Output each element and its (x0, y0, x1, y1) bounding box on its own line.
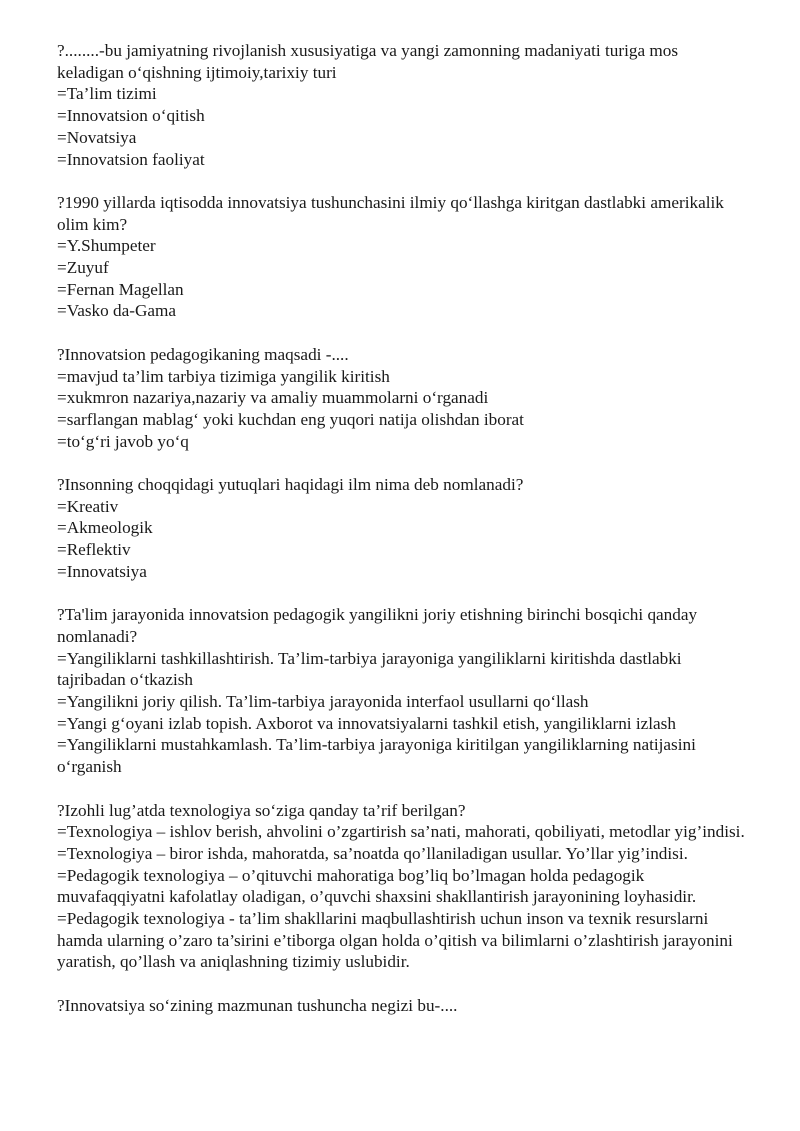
answer-option: =Yangi g‘oyani izlab topish. Axborot va innovatsiyalarni tashkil etish, yangiliklarni izlash (57, 713, 676, 733)
answer-option: =Innovatsion o‘qitish (57, 106, 205, 126)
answer-option: =Innovatsiya (57, 561, 147, 581)
question-block-6 (57, 800, 747, 974)
answer-option: =Vasko da-Gama (57, 301, 176, 321)
answer-option: =Zuyuf (57, 258, 109, 278)
question-block-5 (57, 604, 747, 778)
answer-option: =Akmeologik (57, 518, 153, 538)
question-text: ?Ta'lim jarayonida innovatsion pedagogik yangilikni joriy etishning birinchi bosqichi qanday nomlanadi? (57, 605, 698, 646)
answer-option: =Yangiliklarni tashkillashtirish. Ta’lim-tarbiya jarayoniga yangiliklarni kiritishda dastlabki tajribadan o‘tkazish (57, 648, 682, 690)
answer-option: =Texnologiya – biror ishda, mahoratda, sa’noatda qo’llaniladigan usullar. Yo’llar yig’indisi. (57, 843, 688, 863)
answer-option: =Pedagogik texnologiya - ta’lim shakllarini maqbullashtirish uchun inson va texnik resurslarni hamda ularning o’zaro ta’sirini e’tiborga olgan holda o’qitish va bilimlarni o’zlashtirish jarayonini yaratish, qo’llash va aniqlashning tizimiy uslubidir. (57, 909, 733, 972)
question-text: ?Innovatsion pedagogikaning maqsadi -.... (57, 344, 349, 364)
question-block-3 (57, 344, 747, 453)
answer-option: =sarflangan mablag‘ yoki kuchdan eng yuqori natija olishdan iborat (57, 409, 524, 429)
question-block-2 (57, 192, 747, 322)
answer-option: =Reflektiv (57, 540, 131, 560)
answer-option: =to‘g‘ri javob yo‘q (57, 431, 189, 451)
answer-option: =Innovatsion faoliyat (57, 149, 205, 169)
question-text: ?Insonning choqqidagi yutuqlari haqidagi ilm nima deb nomlanadi? (57, 475, 524, 495)
document-page (57, 40, 747, 1038)
question-text: ?........-bu jamiyatning rivojlanish xususiyatiga va yangi zamonning madaniyati turiga mos keladigan o‘qishning ijtimoiy,tarixiy turi (57, 41, 679, 82)
question-block-4 (57, 474, 747, 583)
answer-option: =Novatsiya (57, 127, 137, 147)
answer-option: =Fernan Magellan (57, 279, 184, 299)
question-text: ?1990 yillarda iqtisodda innovatsiya tushunchasini ilmiy qo‘llashga kiritgan dastlabki amerikalik olim kim? (57, 192, 724, 234)
question-text: ?Innovatsiya so‘zining mazmunan tushuncha negizi bu-.... (57, 995, 458, 1015)
answer-option: =Ta’lim tizimi (57, 84, 157, 104)
answer-option: =Kreativ (57, 496, 119, 516)
answer-option: =Pedagogik texnologiya – o’qituvchi mahoratiga bog’liq bo’lmagan holda pedagogik muvafaqqiyatni kafolatlay oladigan, o’quvchi shaxsini shakllantirish jarayonining loyhasidir. (57, 865, 697, 907)
answer-option: =xukmron nazariya,nazariy va amaliy muammolarni o‘rganadi (57, 388, 489, 408)
answer-option: =Texnologiya – ishlov berish, ahvolini o’zgartirish sa’nati, mahorati, qobiliyati, metodlar yig’indisi. (57, 822, 745, 842)
question-text: ?Izohli lug’atda texnologiya so‘ziga qanday ta’rif berilgan? (57, 800, 466, 820)
answer-option: =Y.Shumpeter (57, 236, 156, 256)
answer-option: =mavjud ta’lim tarbiya tizimiga yangilik kiritish (57, 366, 390, 386)
question-block-7 (57, 995, 747, 1017)
answer-option: =Yangilikni joriy qilish. Ta’lim-tarbiya jarayonida interfaol usullarni qo‘llash (57, 692, 589, 712)
answer-option: =Yangiliklarni mustahkamlash. Ta’lim-tarbiya jarayoniga kiritilgan yangiliklarning natijasini o‘rganish (57, 735, 696, 777)
question-block-1 (57, 40, 747, 170)
